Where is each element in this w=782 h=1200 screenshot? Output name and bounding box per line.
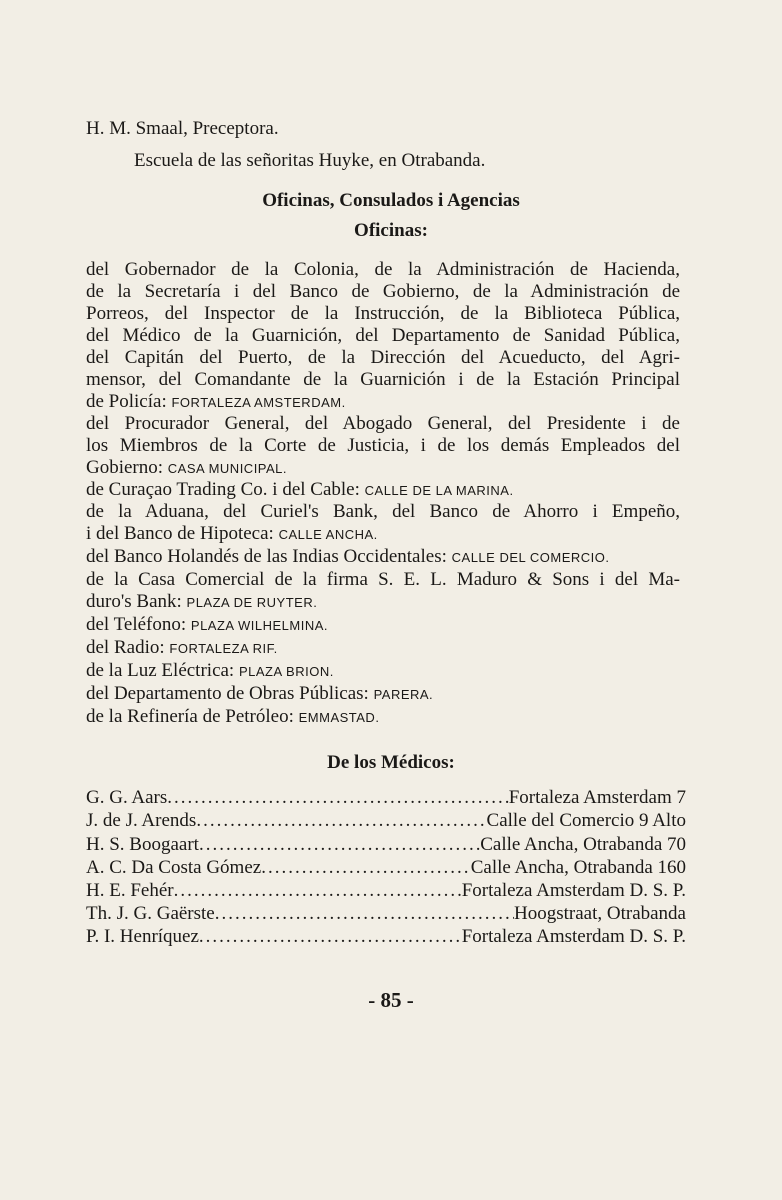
oficina-location: CALLE DEL COMERCIO. (451, 550, 610, 565)
medico-name: P. I. Henríquez (86, 926, 199, 947)
oficina-text: del Teléfono: (86, 614, 191, 635)
oficina-line (86, 660, 680, 683)
oficina-location: EMMASTAD. (298, 710, 380, 725)
oficina-text: del Médico de la Guarnición, del Departamento de Sanidad Pública, (86, 325, 680, 346)
medico-row (86, 857, 686, 879)
oficina-text: los Miembros de la Corte de Justicia, i de los demás Empleados del (86, 435, 680, 456)
oficina-location: PLAZA WILHELMINA. (190, 618, 328, 633)
medico-row (86, 926, 686, 948)
oficina-text: del Banco Holandés de las Indias Occidentales: (86, 546, 452, 567)
oficina-location: FORTALEZA AMSTERDAM. (171, 395, 346, 410)
oficina-line (86, 281, 680, 303)
oficina-text: del Procurador General, del Abogado General, del Presidente i de (86, 413, 680, 434)
medico-row (86, 834, 686, 856)
oficina-line (86, 614, 680, 637)
oficina-location: CASA MUNICIPAL. (167, 461, 288, 476)
dot-leader (174, 880, 462, 902)
oficina-location: PARERA. (373, 687, 434, 702)
medico-address: Hoogstraat, Otrabanda (514, 903, 686, 924)
page-number: - 85 - (368, 988, 414, 1012)
medico-name: H. E. Fehér (86, 880, 174, 901)
oficina-line (86, 591, 680, 614)
oficina-location: PLAZA BRION. (238, 664, 334, 679)
oficina-text: Gobierno: (86, 457, 168, 478)
medico-name: G. G. Aars (86, 787, 168, 808)
medico-name: Th. J. G. Gaërste (86, 903, 215, 924)
oficina-line (86, 523, 680, 546)
oficina-line (86, 347, 680, 369)
medico-row (86, 787, 686, 809)
oficina-text: de la Secretaría i del Banco de Gobierno, de la Administración de (86, 281, 680, 302)
oficina-line (86, 435, 680, 457)
oficina-location: FORTALEZA RIF. (169, 641, 278, 656)
oficina-text: de Curaçao Trading Co. i del Cable: (86, 479, 365, 500)
oficina-text: Porreos, del Inspector de la Instrucción, de la Biblioteca Pública, (86, 303, 680, 324)
oficina-text: mensor, del Comandante de la Guarnición i de la Estación Principal (86, 369, 680, 390)
dot-leader (199, 834, 480, 856)
oficina-line (86, 259, 680, 281)
oficina-line (86, 683, 680, 706)
medico-address: Fortaleza Amsterdam D. S. P. (461, 926, 686, 947)
oficina-text: de la Luz Eléctrica: (86, 660, 239, 681)
oficina-text: de Policía: (86, 391, 172, 412)
dot-leader (167, 787, 508, 809)
oficina-text: del Capitán del Puerto, de la Dirección del Acueducto, del Agri- (86, 347, 680, 368)
oficina-line (86, 325, 680, 347)
escuela-line: Escuela de las señoritas Huyke, en Otrabanda. (134, 150, 486, 171)
oficina-text: de la Refinería de Petróleo: (86, 706, 299, 727)
oficina-text: de la Casa Comercial de la firma S. E. L. Maduro & Sons i del Ma- (86, 569, 680, 590)
medico-name: A. C. Da Costa Gómez (86, 857, 262, 878)
oficina-text: del Radio: (86, 637, 170, 658)
medico-address: Fortaleza Amsterdam D. S. P. (461, 880, 686, 901)
medico-address: Calle Ancha, Otrabanda 70 (480, 834, 686, 855)
preceptora-line: H. M. Smaal, Preceptora. (86, 118, 279, 139)
medico-name: J. de J. Arends (86, 810, 197, 831)
oficina-line (86, 369, 680, 391)
oficina-line (86, 391, 680, 414)
oficina-line (86, 479, 680, 502)
medicos-heading: De los Médicos: (327, 752, 455, 773)
medico-row (86, 903, 686, 925)
oficina-location: CALLE DE LA MARINA. (364, 483, 514, 498)
oficina-line (86, 501, 680, 523)
medico-row (86, 810, 686, 832)
oficinas-heading: Oficinas: (354, 220, 428, 241)
dot-leader (199, 926, 462, 948)
oficina-line (86, 637, 680, 660)
medico-address: Calle Ancha, Otrabanda 160 (470, 857, 686, 878)
oficina-text: i del Banco de Hipoteca: (86, 523, 279, 544)
oficina-text: del Departamento de Obras Públicas: (86, 683, 374, 704)
medico-row (86, 880, 686, 902)
oficina-text: de la Aduana, del Curiel's Bank, del Banco de Ahorro i Empeño, (86, 501, 680, 522)
dot-leader (261, 857, 471, 879)
dot-leader (196, 810, 486, 832)
oficina-line (86, 706, 680, 729)
oficina-line (86, 303, 680, 325)
oficina-text: del Gobernador de la Colonia, de la Administración de Hacienda, (86, 259, 680, 280)
oficina-text: duro's Bank: (86, 591, 187, 612)
oficina-line (86, 569, 680, 591)
dot-leader (215, 903, 514, 925)
oficina-location: CALLE ANCHA. (278, 527, 378, 542)
oficina-line (86, 457, 680, 480)
medico-address: Calle del Comercio 9 Alto (486, 810, 686, 831)
oficina-location: PLAZA DE RUYTER. (186, 595, 318, 610)
medico-address: Fortaleza Amsterdam 7 (508, 787, 686, 808)
oficina-line (86, 546, 680, 569)
oficina-line (86, 413, 680, 435)
medico-name: H. S. Boogaart (86, 834, 199, 855)
section-title: Oficinas, Consulados i Agencias (262, 190, 520, 211)
